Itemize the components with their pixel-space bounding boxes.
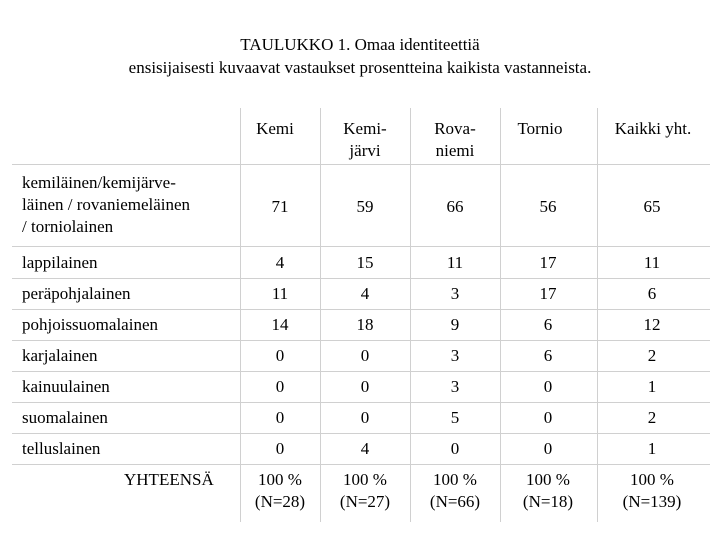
row-divider xyxy=(12,402,710,403)
table-cell: 5 xyxy=(450,408,460,427)
table-cell: 14 xyxy=(271,315,289,334)
column-header-line: Rova- xyxy=(434,119,476,138)
total-cell xyxy=(325,469,405,513)
table-cell: 65 xyxy=(643,197,661,216)
row-label-suomalainen: suomalainen xyxy=(22,408,108,427)
row-label-line: kemiläinen/kemijärve- xyxy=(22,173,176,192)
table-title-line2: ensisijaisesti kuvaavat vastaukset prosentteina kaikista vastanneista. xyxy=(128,58,592,77)
table-cell: 0 xyxy=(450,439,460,458)
total-percent: 100 % xyxy=(258,470,302,489)
table-cell: 1 xyxy=(647,377,657,396)
table-cell: 0 xyxy=(275,408,285,427)
table-cell: 11 xyxy=(271,284,289,303)
row-divider xyxy=(12,371,710,372)
column-divider xyxy=(320,108,321,522)
table-title-line1: TAULUKKO 1. Omaa identiteettiä xyxy=(240,35,480,54)
column-header-line: Tornio xyxy=(517,119,563,138)
column-header-kemijarvi xyxy=(330,118,400,162)
row-label-pohjoissuomalainen: pohjoissuomalainen xyxy=(22,315,158,334)
table-cell: 11 xyxy=(643,253,661,272)
row-label-karjalainen: karjalainen xyxy=(22,346,98,365)
table-cell: 9 xyxy=(450,315,460,334)
table-cell: 0 xyxy=(275,377,285,396)
table-cell: 1 xyxy=(647,439,657,458)
column-divider xyxy=(240,108,241,522)
row-label-line: läinen / rovaniemeläinen xyxy=(22,195,191,214)
table-cell: 0 xyxy=(360,346,370,365)
row-label-line: / torniolainen xyxy=(22,217,114,236)
column-header-rovaniemi xyxy=(420,118,490,162)
total-count: (N=139) xyxy=(622,492,682,511)
row-divider xyxy=(12,464,710,465)
row-label-kemilainen xyxy=(22,172,190,238)
total-percent: 100 % xyxy=(630,470,674,489)
column-header-line: Kaikki yht. xyxy=(614,119,692,138)
column-divider xyxy=(500,108,501,522)
column-header-line: niemi xyxy=(435,141,475,160)
table-cell: 0 xyxy=(543,377,553,396)
table-cell: 0 xyxy=(543,408,553,427)
table-cell: 71 xyxy=(271,197,289,216)
row-divider xyxy=(12,278,710,279)
total-percent: 100 % xyxy=(343,470,387,489)
column-divider xyxy=(410,108,411,522)
table-cell: 17 xyxy=(539,253,557,272)
total-count: (N=18) xyxy=(522,492,574,511)
table-cell: 66 xyxy=(446,197,464,216)
row-divider xyxy=(12,309,710,310)
table-cell: 0 xyxy=(543,439,553,458)
table-cell: 6 xyxy=(647,284,657,303)
table-cell: 0 xyxy=(360,377,370,396)
row-divider xyxy=(12,246,710,247)
total-percent: 100 % xyxy=(433,470,477,489)
row-label-lappilainen: lappilainen xyxy=(22,253,98,272)
table-cell: 12 xyxy=(643,315,661,334)
table-cell: 2 xyxy=(647,346,657,365)
table-cell: 0 xyxy=(275,346,285,365)
column-header-line: Kemi xyxy=(256,119,294,138)
column-divider xyxy=(597,108,598,522)
table-cell: 3 xyxy=(450,377,460,396)
column-header-line: Kemi- xyxy=(343,119,387,138)
total-percent: 100 % xyxy=(526,470,570,489)
row-divider xyxy=(12,340,710,341)
table-cell: 4 xyxy=(360,439,370,458)
column-header-line: järvi xyxy=(349,141,381,160)
table-cell: 17 xyxy=(539,284,557,303)
column-header-tornio xyxy=(500,118,580,140)
row-label-kainuulainen: kainuulainen xyxy=(22,377,110,396)
total-count: (N=27) xyxy=(339,492,391,511)
table-cell: 59 xyxy=(356,197,374,216)
table-cell: 15 xyxy=(356,253,374,272)
row-label-telluslainen: telluslainen xyxy=(22,439,101,458)
total-row-label: YHTEENSÄ xyxy=(124,470,214,489)
table-cell: 4 xyxy=(360,284,370,303)
table-cell: 18 xyxy=(356,315,374,334)
table-cell: 0 xyxy=(275,439,285,458)
header-divider xyxy=(12,164,710,165)
row-divider xyxy=(12,433,710,434)
table-cell: 3 xyxy=(450,284,460,303)
row-label-perapohjalainen: peräpohjalainen xyxy=(22,284,131,303)
table-cell: 2 xyxy=(647,408,657,427)
table-cell: 6 xyxy=(543,346,553,365)
table-cell: 4 xyxy=(275,253,285,272)
table-cell: 11 xyxy=(446,253,464,272)
total-count: (N=28) xyxy=(254,492,306,511)
total-cell xyxy=(240,469,320,513)
table-cell: 3 xyxy=(450,346,460,365)
table-cell: 0 xyxy=(360,408,370,427)
column-header-kemi xyxy=(245,118,305,140)
column-header-kaikki-yht xyxy=(598,118,708,140)
total-cell xyxy=(415,469,495,513)
total-cell xyxy=(508,469,588,513)
table-cell: 6 xyxy=(543,315,553,334)
total-count: (N=66) xyxy=(429,492,481,511)
table-cell: 56 xyxy=(539,197,557,216)
total-cell xyxy=(607,469,697,513)
